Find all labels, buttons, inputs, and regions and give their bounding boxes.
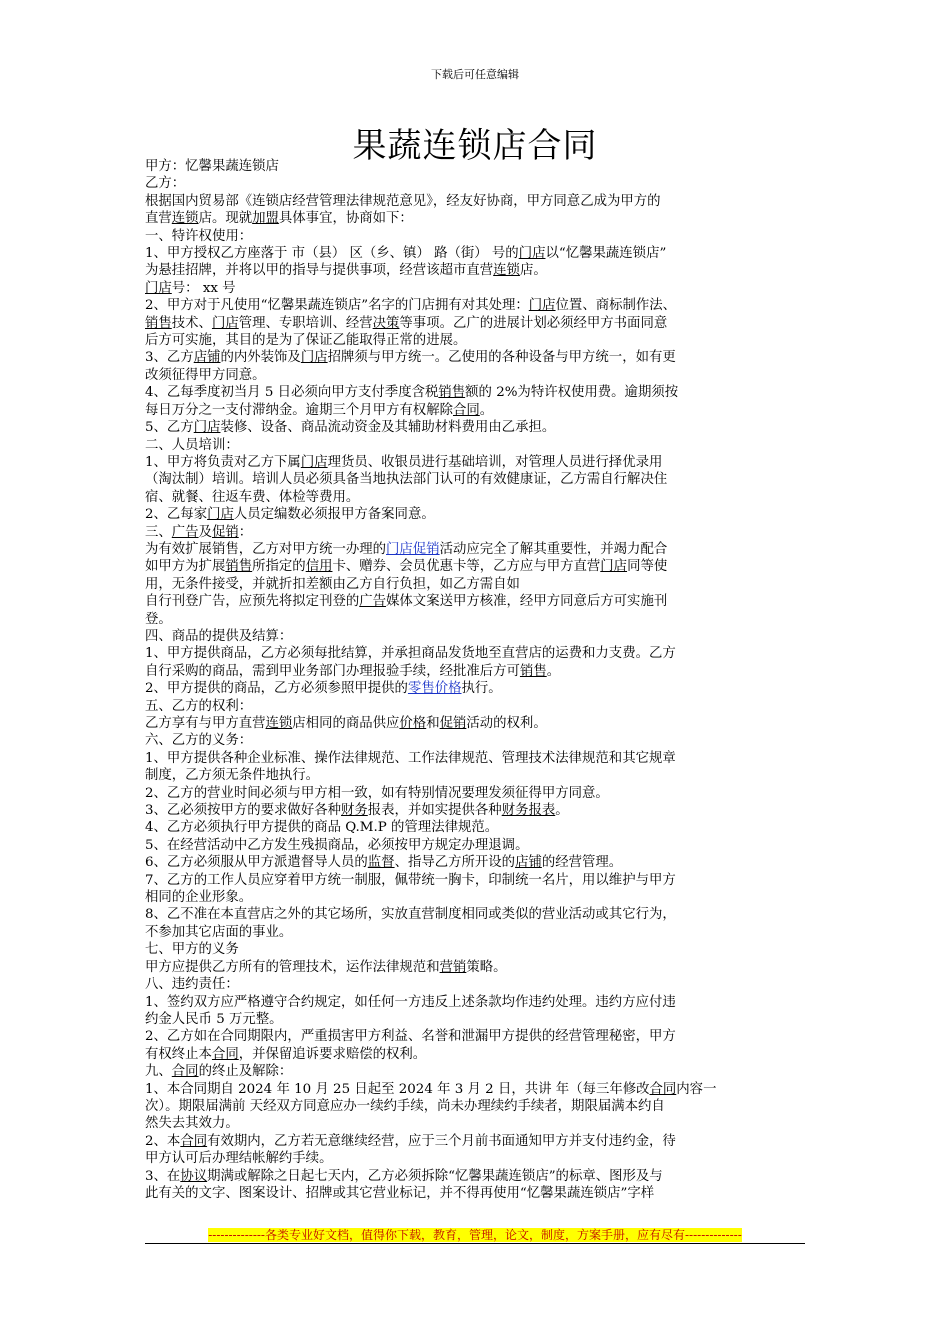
text-line xyxy=(145,524,810,541)
underlined-term: 销售 xyxy=(519,663,547,679)
underlined-term: 促销 xyxy=(439,716,467,731)
text-line xyxy=(145,558,810,575)
underlined-term: 合同 xyxy=(171,1064,199,1080)
text-segment: 九、 xyxy=(145,1064,172,1080)
text-segment: 每日万分之一支付滞纳金。逾期三个月甲方有权解除 xyxy=(145,402,453,418)
text-segment: 登。 xyxy=(145,611,172,627)
underlined-term: 门店 xyxy=(518,246,546,262)
text-segment: 自行采购的商品，需到甲业务部门办理报验手续，经批准后方可 xyxy=(145,663,520,679)
text-segment: 三、 xyxy=(145,524,172,540)
text-line xyxy=(145,1115,810,1132)
text-segment: 店。 xyxy=(519,263,547,279)
text-segment: 以“忆馨果蔬连锁店” xyxy=(545,246,667,262)
text-line xyxy=(145,994,810,1011)
text-line xyxy=(145,715,810,732)
text-segment: 甲方：忆馨果蔬连锁店 xyxy=(145,159,279,174)
footer-divider xyxy=(145,1243,805,1244)
text-line xyxy=(145,349,810,366)
text-line xyxy=(145,367,810,384)
underlined-term: 销售 xyxy=(145,315,172,331)
text-line xyxy=(145,645,810,662)
text-line xyxy=(145,854,810,871)
text-segment: 3、在 xyxy=(145,1168,181,1184)
underlined-term: 财务报表 xyxy=(501,803,556,819)
text-line xyxy=(145,837,810,854)
text-line xyxy=(145,228,810,245)
text-line xyxy=(145,262,810,279)
text-segment: 具体事宜，协商如下： xyxy=(278,211,413,227)
text-segment: 期满或解除之日起七天内，乙方必须拆除“忆馨果蔬连锁店”的标章、图形及与 xyxy=(207,1168,663,1184)
text-line xyxy=(145,245,810,262)
text-segment: 4、乙方必须执行甲方提供的商品 Q.M.P 的管理法律规范。 xyxy=(145,820,499,836)
text-line xyxy=(145,402,810,419)
underlined-term: 店铺 xyxy=(193,350,221,366)
text-segment: 所指定的 xyxy=(252,559,306,575)
text-segment: 5、乙方 xyxy=(145,420,194,436)
document-title: 果蔬连锁店合同 xyxy=(352,126,598,166)
underlined-term: 连锁 xyxy=(493,263,520,279)
text-segment: （淘汰制）培训。培训人员必须具备当地执法部门认可的有效健康证，乙方需自行解决住 xyxy=(145,472,668,488)
text-segment: 如甲方为扩展 xyxy=(145,559,226,575)
text-segment: 人员定编数必须报甲方备案同意。 xyxy=(233,507,435,523)
text-segment: 7、乙方的工作人员应穿着甲方统一制服，佩带统一胸卡，印制统一名片，用以维护与甲方 xyxy=(145,872,676,888)
text-segment: 的经营管理。 xyxy=(541,855,623,871)
underlined-term: 门店 xyxy=(193,420,221,436)
text-line xyxy=(145,1150,810,1167)
underlined-term: 加盟 xyxy=(252,211,279,227)
text-line xyxy=(145,489,810,506)
text-segment: 为悬挂招牌，并将以甲的指导与提供事项，经营该超市直营 xyxy=(145,263,494,279)
text-line xyxy=(145,297,810,314)
text-segment: 八、违约责任： xyxy=(145,977,239,993)
text-segment: 报表，并如实提供各种 xyxy=(367,803,502,819)
text-line xyxy=(145,593,810,610)
underlined-term: 监督 xyxy=(367,855,395,871)
text-segment: 1、甲方将负责对乙方下属 xyxy=(145,454,301,470)
underlined-term: 合同 xyxy=(452,402,480,418)
text-segment: 3、乙方 xyxy=(145,350,194,366)
text-line xyxy=(145,1046,810,1063)
underlined-term: 销售 xyxy=(225,559,253,575)
text-segment: 五、乙方的权利： xyxy=(145,698,253,714)
text-line xyxy=(145,315,810,332)
underlined-term: 门店 xyxy=(600,559,628,575)
text-line xyxy=(145,941,810,958)
text-segment: 七、甲方的义务 xyxy=(145,942,239,958)
text-segment: 后方可实施，其目的是为了保证乙能取得正常的进展。 xyxy=(145,333,467,349)
underlined-term: 连锁 xyxy=(265,716,293,731)
text-line xyxy=(145,1011,810,1028)
contract-body xyxy=(145,158,810,1202)
text-line xyxy=(145,332,810,349)
text-segment: 招牌须与甲方统一。乙使用的各种设备与甲方统一，如有更 xyxy=(327,350,676,366)
text-segment: 的内外装饰及 xyxy=(220,350,301,366)
underlined-term: 广告 xyxy=(359,594,387,610)
text-line xyxy=(145,732,810,749)
text-segment: 一、特许权使用： xyxy=(145,228,253,244)
text-line xyxy=(145,698,810,715)
text-line xyxy=(145,680,810,697)
text-line xyxy=(145,819,810,836)
text-segment: 活动应完全了解其重要性，并竭力配合 xyxy=(439,541,668,557)
text-line xyxy=(145,210,810,227)
text-segment: 根据国内贸易部《连锁店经营管理法律规范意见》，经友好协商，甲方同意乙成为甲方的 xyxy=(145,193,661,209)
text-segment: 为有效扩展销售，乙方对甲方统一办理的 xyxy=(145,541,387,557)
text-segment: 的终止及解除： xyxy=(198,1064,293,1080)
underlined-term: 合同 xyxy=(211,1046,239,1062)
text-line xyxy=(145,889,810,906)
underlined-term: 信用 xyxy=(305,559,333,575)
text-segment: 位置、商标制作法、 xyxy=(555,298,677,314)
text-line xyxy=(145,663,810,680)
text-line xyxy=(145,175,810,192)
text-segment: 。 xyxy=(546,663,561,679)
text-line xyxy=(145,437,810,454)
underlined-term: 门店 xyxy=(211,315,239,331)
underlined-term: 门店 xyxy=(528,298,556,314)
underlined-term: 协议 xyxy=(180,1168,208,1184)
text-line xyxy=(145,1185,810,1202)
text-segment: 1、甲方提供商品，乙方必须每批结算，并承担商品发货地至直营店的运费和力支费。乙方 xyxy=(145,646,676,662)
text-segment: 5、在经营活动中乙方发生残损商品，必须按甲方规定办理退调。 xyxy=(145,837,529,853)
text-segment: 等事项。乙广的进展计划必须经甲方书面同意 xyxy=(399,315,668,331)
text-segment: 乙方享有与甲方直营 xyxy=(145,716,266,731)
text-segment: 2、乙方如在合同期限内，严重损害甲方利益、名誉和泄漏甲方提供的经营管理秘密，甲方 xyxy=(145,1029,676,1045)
text-segment: 约金人民币 5 万元整。 xyxy=(145,1011,283,1027)
text-line xyxy=(145,611,810,628)
text-segment: 二、人员培训： xyxy=(145,437,239,453)
text-line xyxy=(145,750,810,767)
text-line xyxy=(145,158,810,175)
text-segment: 1、甲方授权乙方座落于 市（县） 区（乡、镇） 路（街） 号的 xyxy=(145,246,519,262)
text-segment: 甲方应提供乙方所有的管理技术，运作法律规范和 xyxy=(145,959,440,975)
text-segment: 号： xx 号 xyxy=(171,280,236,296)
text-line xyxy=(145,1063,810,1080)
text-segment: 1、本合同期自 2024 年 10 月 25 日起至 2024 年 3 月 2 日，共讲 年（每三年修改 xyxy=(145,1081,650,1097)
text-segment: 次）。期限届满前 天经双方同意应办一续约手续，尚未办理续约手续者，期限届满本约自 xyxy=(145,1098,665,1114)
text-line xyxy=(145,906,810,923)
underlined-term: 销售 xyxy=(438,385,466,401)
text-segment: 宿、就餐、往返车费、体检等费用。 xyxy=(145,489,360,505)
text-line xyxy=(145,541,810,558)
text-segment: 然失去其效力。 xyxy=(145,1116,239,1132)
text-line xyxy=(145,1168,810,1185)
text-segment: 相同的企业形象。 xyxy=(145,890,253,906)
text-segment: 此有关的文字、图案设计、招牌或其它营业标记，并不得再使用“忆馨果蔬连锁店”字样 xyxy=(145,1185,655,1201)
underlined-term: 连锁 xyxy=(171,211,199,227)
text-segment: 店。现就 xyxy=(198,211,253,227)
text-segment: 制度，乙方须无条件地执行。 xyxy=(145,768,320,784)
text-segment: 内容一 xyxy=(676,1081,717,1097)
text-segment: 不参加其它店面的事业。 xyxy=(145,924,293,940)
text-segment: 六、乙方的义务： xyxy=(145,733,253,749)
footer-text: --------------各类专业好文档，值得你下载，教育，管理，论文，制度，方案手册，应有尽有-------------- xyxy=(208,1228,742,1242)
text-line xyxy=(145,767,810,784)
text-segment: 、指导乙方所开设的 xyxy=(394,855,516,871)
underlined-term: 合同 xyxy=(649,1081,677,1097)
hyperlink-term[interactable]: 零售价格 xyxy=(407,681,462,697)
text-segment: 3、乙必须按甲方的要求做好各种 xyxy=(145,803,341,819)
underlined-term: 门店 xyxy=(207,507,234,523)
text-line xyxy=(145,280,810,297)
underlined-term: 门店 xyxy=(300,454,328,470)
text-segment: 四、商品的提供及结算： xyxy=(145,628,293,644)
text-segment: 有效期内，乙方若无意继续经营，应于三个月前书面通知甲方并支付违约金，待 xyxy=(207,1133,676,1149)
text-segment: 改须征得甲方同意。 xyxy=(145,367,266,383)
text-line xyxy=(145,959,810,976)
text-segment: 2、乙每家 xyxy=(145,507,208,523)
text-line xyxy=(145,1081,810,1098)
text-segment: 2、乙方的营业时间必须与甲方相一致，如有特别情况要理发须征得甲方同意。 xyxy=(145,785,609,801)
text-segment: 媒体文案送甲方核准，经甲方同意后方可实施刊 xyxy=(386,594,668,610)
text-line xyxy=(145,1028,810,1045)
text-segment: 策略。 xyxy=(466,959,507,975)
text-segment: 。 xyxy=(479,402,494,418)
text-line xyxy=(145,1098,810,1115)
text-segment: 2、本 xyxy=(145,1133,181,1149)
text-line xyxy=(145,976,810,993)
text-segment: ： xyxy=(238,524,253,540)
text-segment: 1、甲方提供各种企业标准、操作法律规范、工作法律规范、管理技术法律规范和其它规章 xyxy=(145,750,676,766)
text-segment: 自行刊登广告，应预先将拟定刊登的 xyxy=(145,594,360,610)
underlined-term: 门店 xyxy=(300,350,328,366)
underlined-term: 营销 xyxy=(439,959,467,975)
text-segment: 管理、专职培训、经营 xyxy=(238,315,373,331)
text-line xyxy=(145,419,810,436)
text-line xyxy=(145,193,810,210)
text-segment: 乙方： xyxy=(145,176,186,192)
text-segment: 卡、赠券、会员优惠卡等，乙方应与甲方直营 xyxy=(332,559,601,575)
text-segment: 1、签约双方应严格遵守合约规定，如任何一方违反上述条款均作违约处理。违约方应付违 xyxy=(145,994,676,1010)
text-segment: 理货员、收银员进行基础培训，对管理人员进行择优录用 xyxy=(327,454,663,470)
text-line xyxy=(145,506,810,523)
text-segment: 直营 xyxy=(145,211,172,227)
text-segment: 2、甲方提供的商品，乙方必须参照甲提供的 xyxy=(145,681,408,697)
text-segment: 4、乙每季度初当月 5 日必须向甲方支付季度含税 xyxy=(145,385,439,401)
text-segment: 额的 2%为特许权使用费。逾期须按 xyxy=(465,385,679,401)
hyperlink-term[interactable]: 门店促销 xyxy=(386,541,440,557)
text-segment: 8、乙不准在本直营店之外的其它场所，实放直营制度相同或类似的营业活动或其它行为， xyxy=(145,907,676,923)
text-line xyxy=(145,628,810,645)
text-segment: 甲方认可后办理结帐解约手续。 xyxy=(145,1151,333,1167)
text-line xyxy=(145,802,810,819)
underlined-term: 广告 xyxy=(171,524,199,540)
text-segment: 活动的权利。 xyxy=(466,716,547,731)
text-segment: 用，无条件接受，并就折扣差额由乙方自行负担，如乙方需自如 xyxy=(145,576,520,592)
underlined-term: 价格 xyxy=(399,716,427,731)
text-segment: 有权终止本 xyxy=(145,1046,212,1062)
text-segment: 。 xyxy=(555,803,569,819)
text-line xyxy=(145,454,810,471)
underlined-term: 财务 xyxy=(341,803,368,819)
text-segment: 6、乙方必须服从甲方派遣督导人员的 xyxy=(145,855,368,871)
text-line xyxy=(145,384,810,401)
text-segment: 及 xyxy=(198,524,212,540)
header-note: 下载后可任意编辑 xyxy=(431,68,519,81)
text-line xyxy=(145,1133,810,1150)
text-segment: 装修、设备、商品流动资金及其辅助材料费用由乙承担。 xyxy=(220,420,556,436)
text-segment: ，并保留追诉要求赔偿的权利。 xyxy=(238,1046,427,1062)
underlined-term: 决策 xyxy=(372,315,400,331)
text-segment: 和 xyxy=(426,716,440,731)
text-line xyxy=(145,576,810,593)
text-segment: 店相同的商品供应 xyxy=(292,716,400,731)
text-line xyxy=(145,872,810,889)
text-segment: 同等使 xyxy=(627,559,668,575)
underlined-term: 门店 xyxy=(145,280,172,296)
underlined-term: 促销 xyxy=(211,524,239,540)
underlined-term: 店铺 xyxy=(515,855,542,871)
footer-banner xyxy=(145,1228,805,1242)
text-line xyxy=(145,924,810,941)
underlined-term: 合同 xyxy=(180,1133,208,1149)
text-segment: 执行。 xyxy=(461,681,502,697)
text-line xyxy=(145,471,810,488)
text-segment: 2、甲方对于凡使用“忆馨果蔬连锁店”名字的门店拥有对其处理： xyxy=(145,298,529,314)
text-segment: 技术、 xyxy=(171,315,212,331)
text-line xyxy=(145,785,810,802)
